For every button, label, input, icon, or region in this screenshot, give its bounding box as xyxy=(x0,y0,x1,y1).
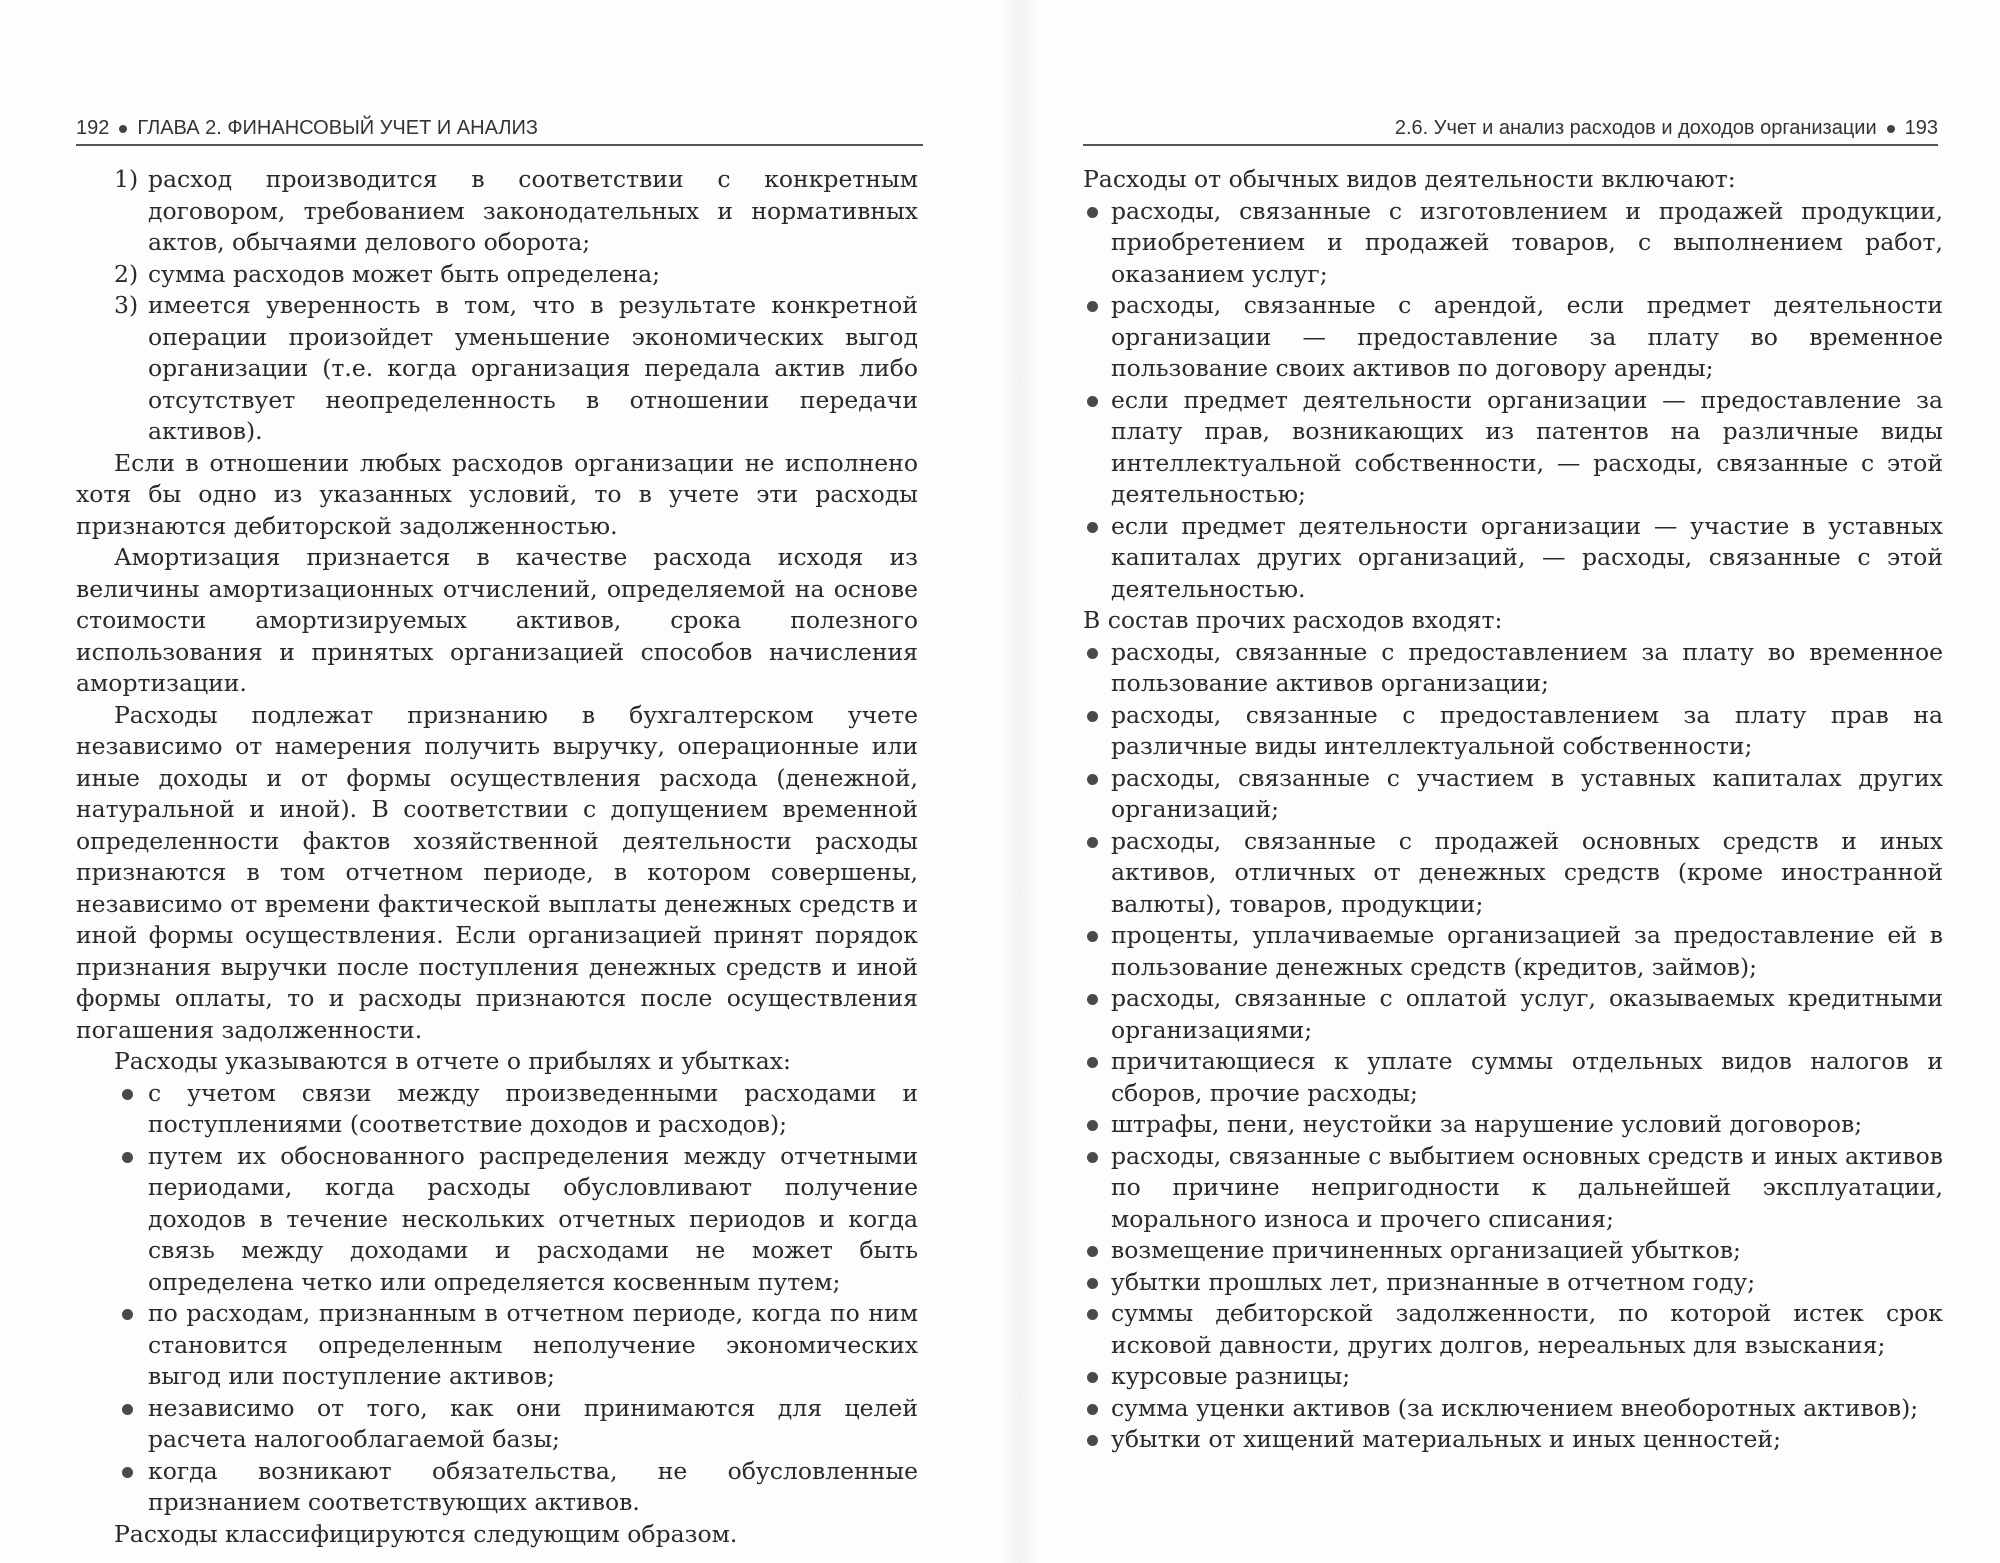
conditions-list xyxy=(76,164,918,448)
bullet-icon xyxy=(1087,1404,1098,1415)
list-intro: В состав прочих расходов входят: xyxy=(1083,606,1503,634)
list-item-text: расходы, связанные с выбытием основных средств и иных активов по причине непригодности к дальнейшей эксплуатации, морального износа и прочего списания; xyxy=(1111,1141,1943,1233)
list-item-text: расходы, связанные с предоставлением за плату во временное пользование активов организации; xyxy=(1111,637,1943,697)
list-item-text: сумма уценки активов (за исключением внеоборотных активов); xyxy=(1111,1393,1919,1422)
bullet-icon xyxy=(1087,396,1098,407)
bullet-icon xyxy=(1087,1120,1098,1131)
bullet-icon xyxy=(1087,711,1098,722)
list-item-text: курсовые разницы; xyxy=(1111,1362,1351,1390)
list-item xyxy=(1083,826,1943,921)
list-item-text: расходы, связанные с участием в уставных капиталах других организаций; xyxy=(1111,763,1943,823)
list-number: 1) xyxy=(114,165,139,193)
list-item-text: расход производится в соответствии с конкретным договором, требованием законодательных и нормативных актов, обычаями делового оборота; xyxy=(148,165,918,256)
list-number: 2) xyxy=(114,259,139,288)
list-item xyxy=(76,1456,918,1519)
list-item xyxy=(76,1078,918,1141)
list-item-text: расходы, связанные с арендой, если предмет деятельности организации — предоставление за плату во временное пользование своих активов по договору аренды; xyxy=(1111,291,1943,382)
list-item xyxy=(76,164,918,259)
list-item-text: независимо от того, как они принимаются для целей расчета налогооблагаемой базы; xyxy=(148,1393,918,1453)
list-item-text: имеется уверенность в том, что в результате конкретной операции произойдет уменьшение экономических выгод организации (т.е. когда организация передала актив либо отсутствует неопределенность в отношении передачи активов). xyxy=(148,291,918,445)
bullet-icon xyxy=(1087,1152,1098,1163)
list-item xyxy=(1083,290,1943,385)
bullet-icon xyxy=(1087,774,1098,785)
list-item-text: возмещение причиненных организацией убытков; xyxy=(1111,1236,1741,1264)
bullet-icon xyxy=(1087,1057,1098,1068)
chapter-title: ГЛАВА 2. ФИНАНСОВЫЙ УЧЕТ И АНАЛИЗ xyxy=(137,117,538,139)
bullet-icon xyxy=(1087,207,1098,218)
list-item xyxy=(1083,1424,1943,1456)
bullet-icon xyxy=(122,1089,133,1100)
other-expenses-list xyxy=(1083,637,1943,1456)
list-item xyxy=(1083,763,1943,826)
expense-reporting-list xyxy=(76,1078,918,1519)
list-item-text: проценты, уплачиваемые организацией за предоставление ей в пользование денежных средств (кредитов, займов); xyxy=(1111,921,1943,981)
list-item xyxy=(1083,196,1943,291)
list-item-text: если предмет деятельности организации — участие в уставных капиталах других организаций, — расходы, связанные с этой деятельностью. xyxy=(1111,511,1943,603)
right-page-number: 193 xyxy=(1904,117,1938,139)
list-item xyxy=(1083,1141,1943,1236)
list-item-text: с учетом связи между произведенными расходами и поступлениями (соответствие доходов и расходов); xyxy=(148,1078,918,1138)
bullet-icon xyxy=(122,1309,133,1320)
list-item-text: путем их обоснованного распределения между отчетными периодами, когда расходы обусловливают получение доходов в течение нескольких отчетных периодов и когда связь между доходами и расходами не может быть определена четко или определяется косвенным путем; xyxy=(148,1141,918,1296)
list-item xyxy=(76,1141,918,1299)
list-item-text: штрафы, пени, неустойки за нарушение условий договоров; xyxy=(1111,1110,1863,1138)
list-number: 3) xyxy=(114,291,139,319)
list-item xyxy=(1083,1109,1943,1141)
list-item xyxy=(1083,920,1943,983)
ordinary-expenses-list xyxy=(1083,196,1943,606)
bullet-icon xyxy=(1087,522,1098,533)
list-item-text: расходы, связанные с продажей основных средств и иных активов, отличных от денежных средств (кроме иностранной валюты), товаров, продукции; xyxy=(1111,826,1943,918)
paragraph: Расходы указываются в отчете о прибылях и убытках: xyxy=(114,1047,791,1075)
list-item-text: расходы, связанные с изготовлением и продажей продукции, приобретением и продажей товаров, с выполнением работ, оказанием услуг; xyxy=(1111,196,1943,288)
list-item xyxy=(1083,1361,1943,1393)
list-item xyxy=(1083,1046,1943,1109)
list-item xyxy=(76,259,918,291)
closing-paragraph: Расходы классифицируются следующим образом. xyxy=(114,1519,738,1548)
bullet-icon xyxy=(1087,931,1098,942)
bullet-icon xyxy=(122,1152,133,1163)
list-item xyxy=(76,1298,918,1393)
list-item-text: когда возникают обязательства, не обусловленные признанием соответствующих активов. xyxy=(148,1456,918,1516)
right-page-content xyxy=(1083,164,1943,1456)
list-intro: Расходы от обычных видов деятельности включают: xyxy=(1083,165,1736,193)
list-item-text: если предмет деятельности организации — предоставление за плату прав, возникающих из патентов на различные виды интеллектуальной собственности, — расходы, связанные с этой деятельностью; xyxy=(1111,385,1943,508)
bullet-icon xyxy=(1087,837,1098,848)
list-item xyxy=(1083,700,1943,763)
paragraph: Амортизация признается в качестве расхода исходя из величины амортизационных отчислений, определяемой на основе стоимости амортизируемых активов, срока полезного использования и принятых организацией способов начисления амортизации. xyxy=(76,543,918,697)
separator-dot-icon xyxy=(119,125,127,133)
list-item-text: по расходам, признанным в отчетном периоде, когда по ним становится определенным неполучение экономических выгод или поступление активов; xyxy=(148,1299,918,1390)
book-gutter xyxy=(1000,0,1040,1563)
bullet-icon xyxy=(1087,648,1098,659)
bullet-icon xyxy=(122,1467,133,1478)
list-item-text: расходы, связанные с оплатой услуг, оказываемых кредитными организациями; xyxy=(1111,984,1943,1044)
list-item-text: сумма расходов может быть определена; xyxy=(148,259,661,288)
left-page-number: 192 xyxy=(76,117,110,139)
bullet-icon xyxy=(1087,1372,1098,1383)
list-item xyxy=(1083,983,1943,1046)
right-running-head xyxy=(1083,110,1938,146)
list-item xyxy=(1083,1267,1943,1299)
paragraph: Расходы подлежат признанию в бухгалтерском учете независимо от намерения получить выручку, операционные или иные доходы и от формы осуществления расхода (денежной, натуральной и иной). В соответствии с допущением временной определенности фактов хозяйственной деятельности расходы признаются в том отчетном периоде, в котором совершены, независимо от времени фактической выплаты денежных средств и иной формы осуществления. Если организацией принят порядок признания выручки после поступления денежных средств и иной формы оплаты, то и расходы признаются после осуществления погашения задолженности. xyxy=(76,700,918,1044)
separator-dot-icon xyxy=(1887,125,1895,133)
bullet-icon xyxy=(1087,1435,1098,1446)
list-item-text: суммы дебиторской задолженности, по которой истек срок исковой давности, других долгов, нереальных для взыскания; xyxy=(1111,1299,1943,1359)
bullet-icon xyxy=(1087,301,1098,312)
list-item xyxy=(76,290,918,448)
bullet-icon xyxy=(1087,1278,1098,1289)
list-item xyxy=(1083,637,1943,700)
list-item xyxy=(1083,385,1943,511)
list-item-text: убытки прошлых лет, признанные в отчетном году; xyxy=(1111,1267,1756,1296)
list-item xyxy=(76,1393,918,1456)
bullet-icon xyxy=(1087,994,1098,1005)
bullet-icon xyxy=(1087,1309,1098,1320)
list-item xyxy=(1083,1393,1943,1425)
left-running-head xyxy=(76,110,923,146)
section-title: 2.6. Учет и анализ расходов и доходов организации xyxy=(1394,117,1877,139)
list-item xyxy=(1083,511,1943,606)
paragraph: Если в отношении любых расходов организации не исполнено хотя бы одно из указанных условий, то в учете эти расходы признаются дебиторской задолженностью. xyxy=(76,448,918,540)
list-item-text: расходы, связанные с предоставлением за плату прав на различные виды интеллектуальной собственности; xyxy=(1111,700,1943,760)
list-item-text: убытки от хищений материальных и иных ценностей; xyxy=(1111,1425,1782,1453)
list-item-text: причитающиеся к уплате суммы отдельных видов налогов и сборов, прочие расходы; xyxy=(1111,1047,1943,1107)
bullet-icon xyxy=(122,1404,133,1415)
list-item xyxy=(1083,1235,1943,1267)
bullet-icon xyxy=(1087,1246,1098,1257)
list-item xyxy=(1083,1298,1943,1361)
left-page-content xyxy=(76,164,918,1550)
right-page xyxy=(1040,0,2000,1563)
